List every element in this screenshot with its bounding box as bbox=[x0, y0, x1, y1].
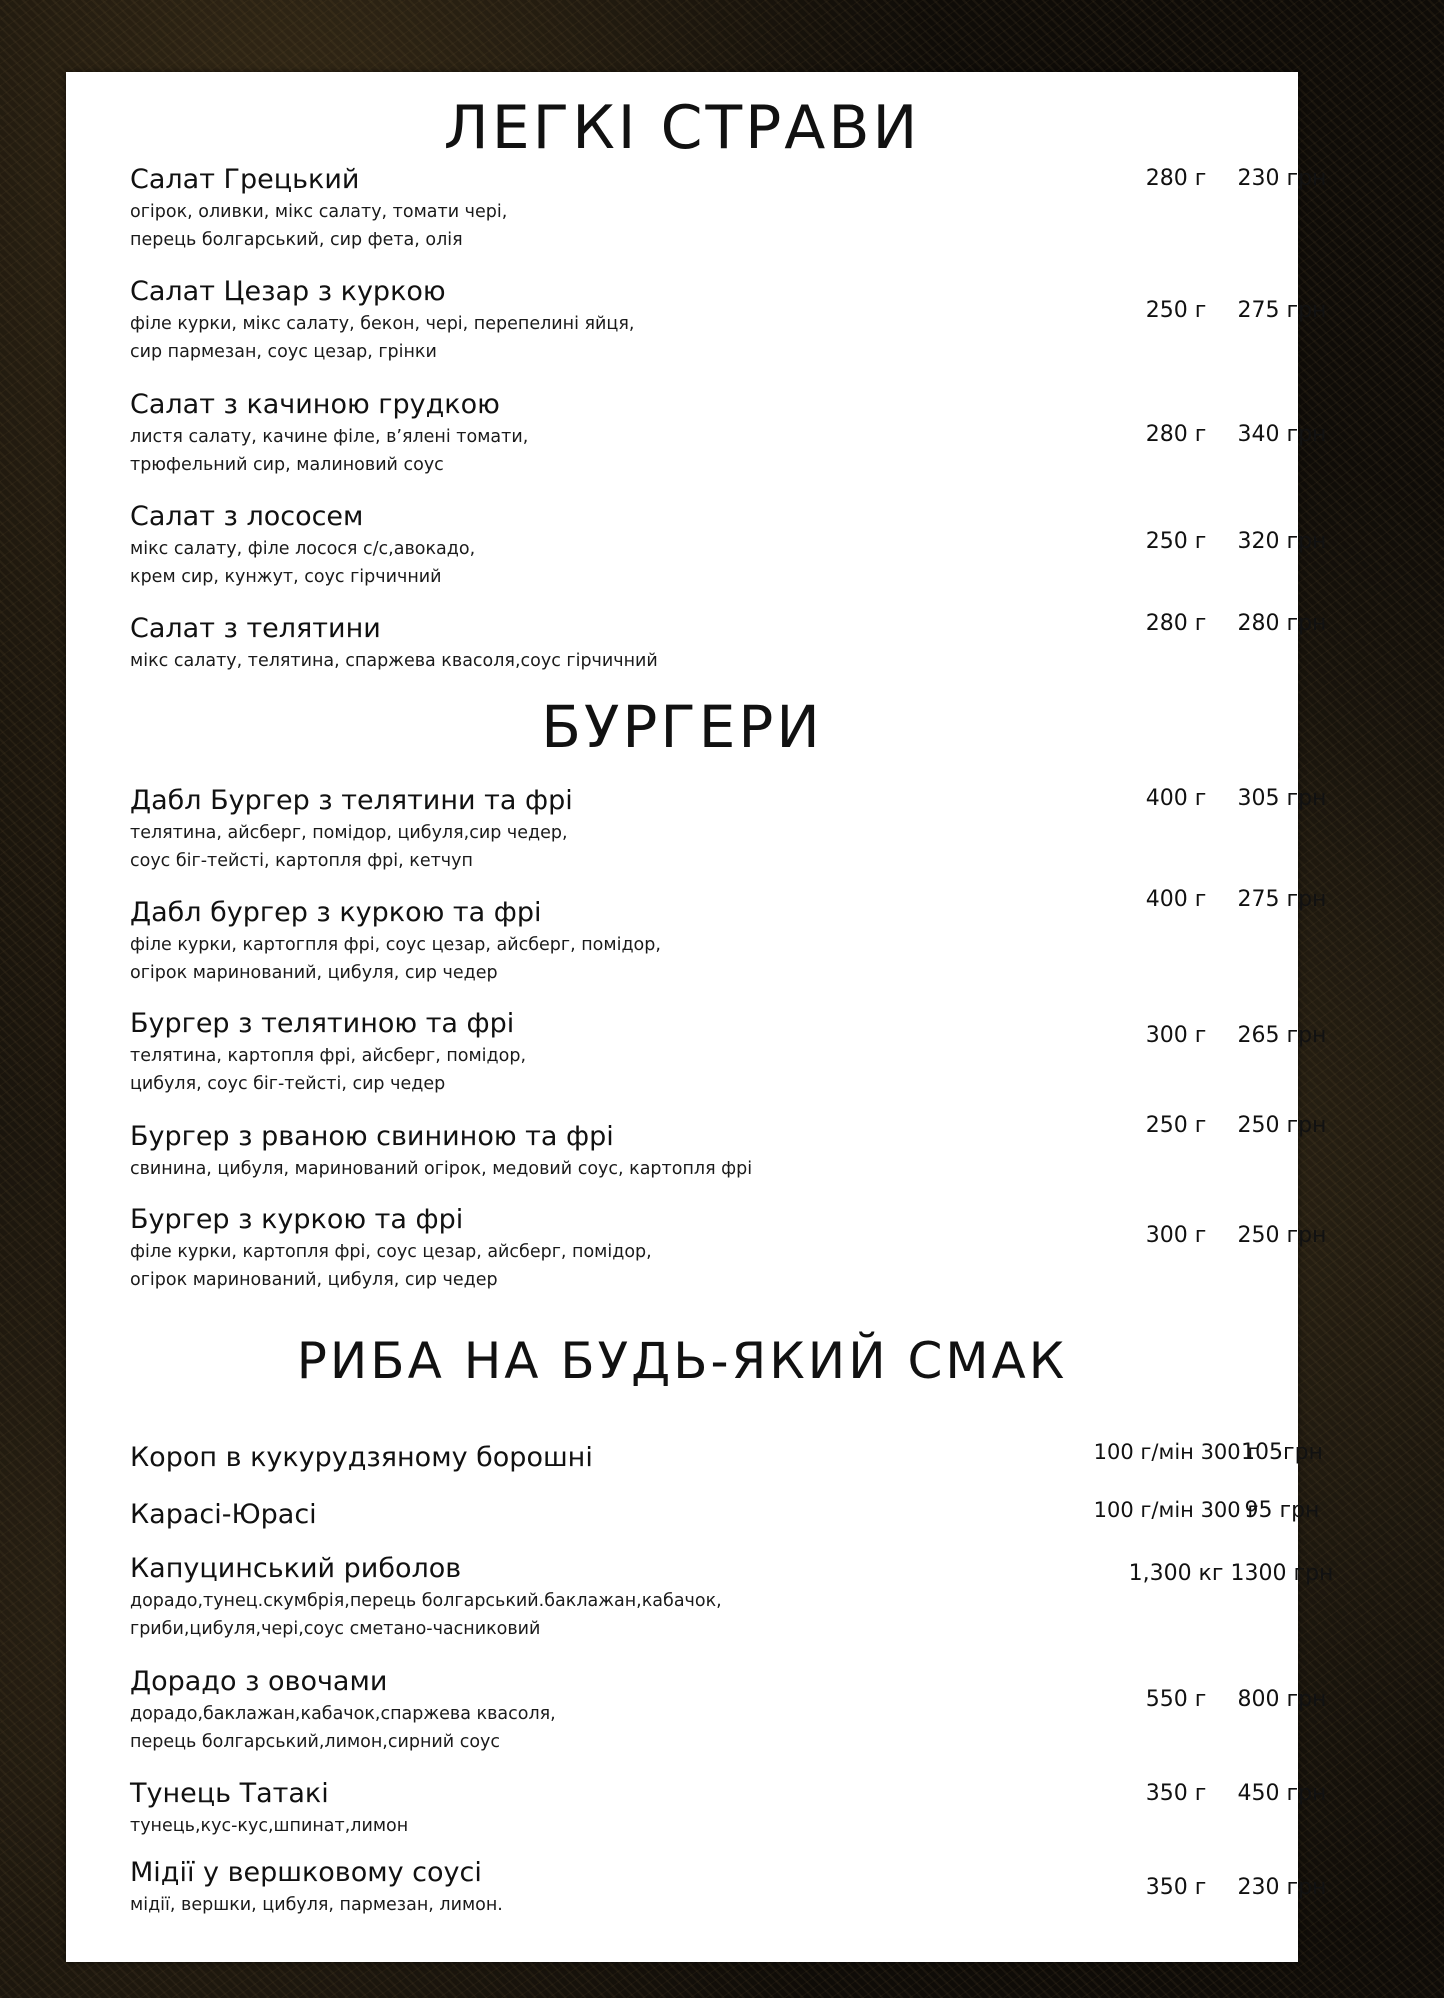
section-title-light-dishes: ЛЕГКІ СТРАВИ bbox=[443, 93, 921, 163]
item-name: Салат з телятини bbox=[130, 613, 381, 644]
item-price: 95 грн bbox=[1244, 1498, 1320, 1523]
item-description: листя салату, качине філе, в’ялені томати, трюфельний сир, малиновий соус bbox=[130, 427, 529, 475]
menu-page bbox=[66, 72, 1334, 1962]
menu-item bbox=[130, 389, 1240, 509]
item-price: 250 грн bbox=[1237, 1113, 1327, 1138]
item-name: Салат Грецький bbox=[130, 164, 360, 195]
item-price: 1300 грн bbox=[1230, 1561, 1334, 1586]
item-description: тунець,кус-кус,шпинат,лимон bbox=[130, 1816, 409, 1836]
item-name: Дабл Бургер з телятини та фрі bbox=[130, 785, 573, 816]
menu-item bbox=[130, 897, 1240, 1017]
item-price: 340 грн bbox=[1237, 422, 1327, 447]
item-price: 280 грн bbox=[1237, 611, 1327, 636]
item-weight: 280 г bbox=[1145, 422, 1207, 447]
item-price: 450 грн bbox=[1237, 1781, 1327, 1806]
item-description: телятина, картопля фрі, айсберг, помідор, цибуля, соус біг-тейсті, сир чедер bbox=[130, 1046, 527, 1094]
item-weight: 400 г bbox=[1145, 887, 1207, 912]
item-weight: 1,300 кг bbox=[1128, 1561, 1224, 1586]
menu-item bbox=[130, 1857, 1240, 1977]
item-name: Карасі-Юрасі bbox=[130, 1499, 317, 1530]
item-description: дорадо,баклажан,кабачок,спаржева квасоля, перець болгарський,лимон,сирний соус bbox=[130, 1704, 556, 1752]
item-price: 320 грн bbox=[1237, 529, 1327, 554]
item-price: 230 грн bbox=[1237, 1875, 1327, 1900]
item-price: 265 грн bbox=[1237, 1023, 1327, 1048]
item-description: дорадо,тунец.скумбрія,перець болгарський.баклажан,кабачок, гриби,цибуля,чері,соус сметано-часниковий bbox=[130, 1591, 722, 1639]
item-weight: 300 г bbox=[1145, 1023, 1207, 1048]
item-price: 275 грн bbox=[1237, 887, 1327, 912]
item-weight: 280 г bbox=[1145, 166, 1207, 191]
menu-item bbox=[130, 1553, 1240, 1673]
item-weight: 250 г bbox=[1145, 529, 1207, 554]
item-description: телятина, айсберг, помідор, цибуля,сир чедер, соус біг-тейсті, картопля фрі, кетчуп bbox=[130, 823, 568, 871]
item-name: Дорадо з овочами bbox=[130, 1666, 388, 1697]
item-price: 230 грн bbox=[1237, 166, 1327, 191]
menu-item bbox=[130, 1204, 1240, 1324]
item-weight: 250 г bbox=[1145, 298, 1207, 323]
item-weight: 550 г bbox=[1145, 1687, 1207, 1712]
item-price: 105грн bbox=[1241, 1440, 1323, 1465]
item-price: 250 грн bbox=[1237, 1223, 1327, 1248]
item-weight: 100 г/мін 300 г bbox=[1093, 1498, 1259, 1522]
item-description: мікс салату, філе лосося с/с,авокадо, крем сир, кунжут, соус гірчичний bbox=[130, 539, 476, 587]
item-weight: 350 г bbox=[1145, 1875, 1207, 1900]
item-weight: 400 г bbox=[1145, 786, 1207, 811]
item-name: Капуцинський риболов bbox=[130, 1553, 462, 1584]
item-weight: 350 г bbox=[1145, 1781, 1207, 1806]
menu-item bbox=[130, 276, 1240, 396]
item-price: 800 грн bbox=[1237, 1687, 1327, 1712]
item-description: мідії, вершки, цибуля, пармезан, лимон. bbox=[130, 1895, 503, 1915]
item-price: 305 грн bbox=[1237, 786, 1327, 811]
item-name: Бургер з рваною свининою та фрі bbox=[130, 1121, 614, 1152]
item-weight: 300 г bbox=[1145, 1223, 1207, 1248]
menu-item bbox=[130, 1008, 1240, 1128]
item-price: 275 грн bbox=[1237, 298, 1327, 323]
menu-item bbox=[130, 785, 1240, 905]
section-title-fish: РИБА НА БУДЬ-ЯКИЙ СМАК bbox=[296, 1332, 1068, 1390]
item-name: Мідії у вершковому соусі bbox=[130, 1857, 482, 1888]
item-name: Салат з качиною грудкою bbox=[130, 389, 500, 420]
item-name: Салат Цезар з куркою bbox=[130, 276, 446, 307]
item-name: Бургер з куркою та фрі bbox=[130, 1204, 464, 1235]
item-name: Салат з лососем bbox=[130, 501, 364, 532]
item-weight: 280 г bbox=[1145, 611, 1207, 636]
item-description: філе курки, мікс салату, бекон, чері, перепелині яйця, сир пармезан, соус цезар, грінки bbox=[130, 314, 635, 362]
item-name: Тунець Татакі bbox=[130, 1778, 329, 1809]
item-name: Дабл бургер з куркою та фрі bbox=[130, 897, 542, 928]
menu-item bbox=[130, 501, 1240, 621]
menu-item bbox=[130, 1666, 1240, 1786]
item-weight: 250 г bbox=[1145, 1113, 1207, 1138]
item-description: огірок, оливки, мікс салату, томати чері, перець болгарський, сир фета, олія bbox=[130, 202, 508, 250]
item-name: Короп в кукурудзяному борошні bbox=[130, 1442, 593, 1473]
item-name: Бургер з телятиною та фрі bbox=[130, 1008, 515, 1039]
item-description: свинина, цибуля, маринований огірок, медовий соус, картопля фрі bbox=[130, 1159, 753, 1179]
section-title-burgers: БУРГЕРИ bbox=[541, 693, 823, 761]
item-description: мікс салату, телятина, спаржева квасоля,соус гірчичний bbox=[130, 651, 658, 671]
item-weight: 100 г/мін 300 г bbox=[1093, 1440, 1259, 1464]
item-description: філе курки, картогпля фрі, соус цезар, айсберг, помідор, огірок маринований, цибуля, сир чедер bbox=[130, 935, 661, 983]
item-description: філе курки, картопля фрі, соус цезар, айсберг, помідор, огірок маринований, цибуля, сир чедер bbox=[130, 1242, 652, 1290]
menu-item bbox=[130, 164, 1240, 284]
